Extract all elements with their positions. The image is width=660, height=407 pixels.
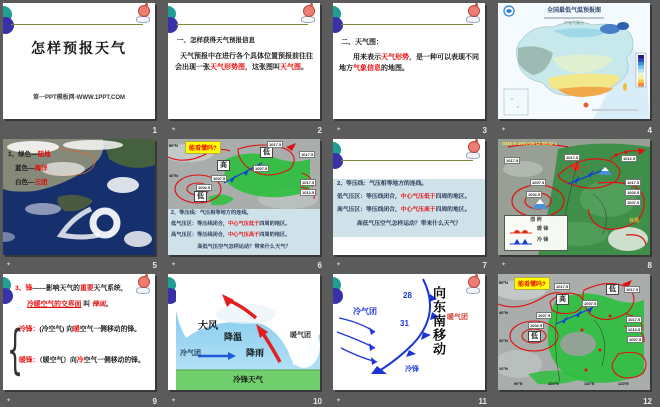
1ppt-mascot-icon [136,276,150,293]
slide-thumbnail-4[interactable] [498,3,650,119]
isobar-value: 1017.5 [627,179,640,185]
latitude-label: 40°N [169,172,178,178]
map-title: 全国最低气温预报图 [546,8,601,14]
section-heading: 一、怎样获得天气预报信息 [177,37,255,44]
isobar-value: 1012.5 [628,327,641,333]
pressure-line-4: 高低气压空气怎样运动？带来什么天气？ [197,243,291,250]
pressure-line-3: 高气压区：等压线闭合，中心气压高于四周的地区。 [337,206,471,213]
longitude-label: 100°E [548,381,559,387]
cell-10 [165,271,330,407]
pressure-text-panel [168,209,320,255]
cell-4 [495,0,660,136]
temperature-label: 31 [400,319,409,329]
map-source: 中央气象台 [564,20,584,25]
pressure-line-2: 低气压区：等压线闭合，中心气压低于四周的地区。 [337,193,471,200]
cell-5 [0,136,165,272]
cell-12 [495,271,660,407]
slide-subtitle: 第一PPT模板网-WWW.1PPT.COM [33,95,125,101]
warm-front-symbol [510,227,532,234]
latitude-label: 50°N [169,142,178,148]
indigo-circle-decoration [168,17,178,33]
slide-thumbnail-7[interactable] [333,139,485,255]
front-line-2: 冷暖空气的交界面 叫 锋面。 [27,301,113,309]
warm-front-label: 暖 锋 [537,225,549,232]
slide-title: 怎样预报天气 [31,40,127,56]
animation-indicator: ✦ [336,126,342,133]
isobar-value: 1007.5 [255,165,268,171]
diagram-caption: 冷锋天气 [233,375,263,385]
section-heading: 二、天气图： [341,39,383,46]
movement-direction-label: 向东南移动 [431,286,446,357]
wind-label: 大风 [198,321,218,333]
latitude-label: 40°N [499,310,508,316]
pressure-line-4: 高低气压空气怎样运动？带来什么天气？ [356,220,462,227]
cell-11 [330,271,495,407]
slide-thumbnail-10[interactable] [168,274,320,390]
isobar-value: 1012.5 [302,189,315,195]
cell-9 [0,271,165,407]
body-line-2: 地方气象信息的地图。 [339,65,409,72]
slide-thumbnail-12[interactable] [498,274,650,390]
warm-air-mass-label: 暖气团 [447,314,468,322]
front-line-1: 3、锋——影响天气的重要天气系统， [15,285,128,293]
page-number: 9 [152,397,157,406]
divider-line [176,24,308,25]
isobar-value: 1017.5 [556,284,569,290]
question-box: 能看懂吗? [185,141,221,154]
isobar-value: 1007.5 [213,175,226,181]
cell-6 [165,136,330,272]
animation-indicator: ✦ [501,126,507,133]
page-number: 12 [643,397,652,406]
indigo-circle-decoration [3,288,13,304]
isobar-value: 1002.5 [528,191,541,197]
isobar-value: 1002.5 [627,189,640,195]
legend-title: 图 例 [530,216,542,223]
animation-indicator: ✦ [501,262,507,269]
map-dates-text [544,17,604,19]
longitude-label: 110°E [584,381,595,387]
animation-indicator: ✦ [171,398,177,404]
front-line-4: 暖锋：（暖空气）向冷空气一侧移动的锋。 [19,357,145,365]
slide-thumbnail-8[interactable] [498,139,650,255]
page-number: 8 [647,261,652,271]
high-pressure-label: 高 [217,160,230,171]
pressure-line-2: 低气压区：等压线闭合，中心气压低于四周的地区。 [171,220,291,227]
1ppt-mascot-icon [466,141,480,158]
latitude-label: 30°N [499,338,508,344]
slide-thumbnail-5[interactable] [3,139,155,255]
pressure-line-3: 高气压区：等压线闭合，中心气压高于四周的地区。 [171,231,291,238]
legend-line-3: 白色—云团 [15,178,48,186]
cell-2 [165,0,330,136]
body-line-1: 用来表示天气形势，是一种可以表现不同 [353,54,479,61]
slide-thumbnail-3[interactable] [333,3,485,119]
question-box: 能看懂吗? [514,277,550,290]
longitude-label: 90°E [514,381,523,387]
animation-indicator: ✦ [336,262,342,269]
legend-line-2: 蓝色—海洋 [15,164,48,172]
isobar-value: 1002.5 [530,323,543,329]
isobar-value: 1017.5 [301,151,314,157]
animation-indicator: ✦ [6,398,12,404]
page-number: 3 [482,125,487,135]
1ppt-mascot-icon [466,5,480,22]
front-line-3: 冷锋：(冷空气) 向暖空气一侧移动的锋。 [19,326,141,334]
low-pressure-label: 低 [260,147,273,158]
pressure-text-panel [333,179,485,237]
latitude-label: 20°N [499,366,508,372]
1ppt-mascot-icon [136,5,150,22]
pressure-line-1: 2、等压线：气压相等地方的连线。 [337,180,428,187]
cold-front-label: 冷锋 [405,366,419,374]
body-line-2: 会出现一张天气形势图，这张图叫天气图。 [175,64,308,71]
slide-thumbnail-1[interactable] [3,3,155,119]
isobar-value: 1002.5 [198,184,211,190]
low-pressure-label: 低 [606,284,619,295]
page-number: 5 [152,261,157,271]
warm-air-mass-label: 暖气团 [290,332,311,340]
low-pressure-label: 低 [528,331,541,342]
slide-thumbnail-11[interactable] [333,274,485,390]
cold-front-symbol [510,238,532,245]
satellite-header: GMS-5 2001-09-13 08:32 1 [502,140,558,146]
indigo-circle-decoration [3,17,14,34]
map-legend [504,215,568,251]
isobar-value: 1017.5 [566,154,579,160]
low-pressure-label: 低 [194,191,207,202]
isobar-value: 1007.5 [584,301,597,307]
page-number: 1 [152,125,157,135]
isobar-value: 1017.5 [626,287,639,293]
cold-air-mass-label: 冷气团 [353,307,377,317]
page-number: 7 [482,261,487,271]
high-pressure-label: 高 [556,294,569,305]
cell-7 [330,136,495,272]
longitude-label: 120°E [618,381,629,387]
map-credit-text [592,109,638,111]
legend-line-1: 1、绿色—陆地 [8,150,51,158]
cell-3 [330,0,495,136]
divider-line [341,24,473,25]
slide-thumbnail-6[interactable] [168,139,320,255]
cell-1 [0,0,165,136]
isobar-value: 1007.5 [629,337,642,343]
cell-8 [495,136,660,272]
rain-label: 降雨 [246,348,265,359]
animation-indicator: ✦ [171,262,177,269]
divider-line [341,160,473,161]
cold-air-mass-label: 冷气团 [180,350,201,358]
isobar-value: 1017.5 [302,179,315,185]
cold-front-label: 冷 锋 [537,236,549,243]
isobar-value: 1012.5 [623,155,636,161]
animation-indicator: ✦ [336,398,342,404]
pressure-line-1: 2、等压线：气压相等地方的连线。 [171,209,252,216]
indigo-circle-decoration [333,153,343,169]
isobar-value: 1007.5 [627,199,640,205]
slide-thumbnail-9[interactable] [3,274,155,390]
slide-thumbnail-2[interactable] [168,3,320,119]
animation-indicator: ✦ [6,262,12,269]
isobar-value: 1017.5 [269,141,282,147]
1ppt-mascot-icon [301,5,315,22]
page-number: 4 [647,125,652,135]
page-number: 2 [317,125,322,135]
body-line-1: 天气预报中在进行各个具体位置预报前往往 [180,53,313,60]
page-number: 6 [317,261,322,271]
brace-decoration: { [7,318,24,381]
indigo-circle-decoration [333,17,343,33]
page-number: 10 [313,397,322,406]
temperature-label: 28 [403,291,412,301]
isobar-value: 1017.5 [506,157,519,163]
isobar-value: 1007.5 [538,313,551,319]
divider-line [11,24,143,25]
latitude-label: 50°N [499,280,508,286]
isobar-value: 1017.5 [628,317,641,323]
animation-indicator: ✦ [171,126,177,133]
page-number: 11 [478,397,487,406]
isobar-value: 1007.5 [532,179,545,185]
cooling-label: 降温 [224,332,243,343]
typhoon-label: 台风 [629,217,640,224]
